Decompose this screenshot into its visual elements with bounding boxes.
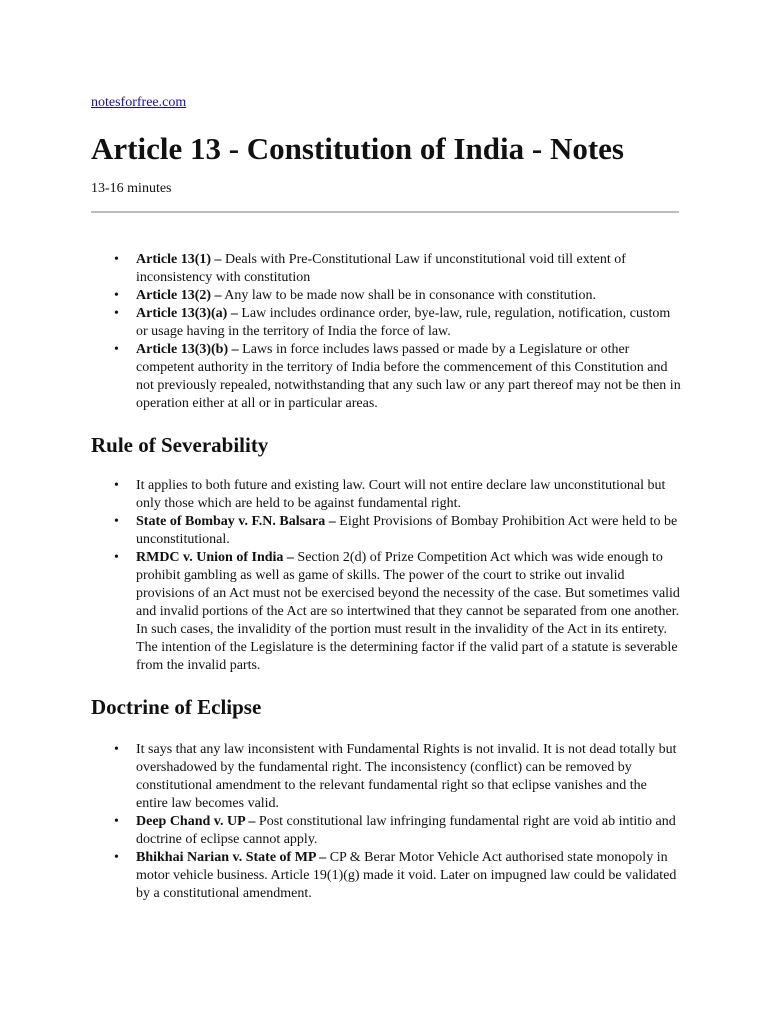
item-label: Article 13(3)(a) –: [136, 306, 238, 321]
item-text: Deals with Pre-Constitutional Law if unconstitutional void till extent of inconsistency with constitution: [136, 252, 626, 285]
eclipse-heading: Doctrine of Eclipse: [91, 695, 262, 719]
item-label: Bhikhai Narian v. State of MP –: [136, 850, 327, 865]
item-text: It applies to both future and existing law. Court will not entire declare law unconstitutional but only those which are held to be against fundamental right.: [136, 478, 666, 511]
list-item: [91, 813, 681, 849]
item-text: Eight Provisions of Bombay Prohibition Act were held to be unconstitutional.: [136, 514, 678, 547]
source-link[interactable]: notesforfree.com: [91, 95, 187, 110]
item-text: It says that any law inconsistent with Fundamental Rights is not invalid. It is not dead totally but overshadowed by the fundamental right. The inconsistency (conflict) can be removed by constitutional amendment to the relevant fundamental right so that eclipse vanishes and the entire law becomes valid.: [136, 742, 677, 811]
item-text: Laws in force includes laws passed or made by a Legislature or other competent authority in the territory of India before the commencement of this Constitution and not previously repealed, notwithstanding that any such law or any part thereof may not be then in operation either at all or in particular areas.: [136, 342, 681, 411]
bullet-icon: •: [114, 814, 119, 829]
item-label: Deep Chand v. UP –: [136, 814, 256, 829]
bullet-icon: •: [114, 550, 119, 565]
bullet-icon: •: [114, 252, 119, 267]
eclipse-list: [91, 741, 681, 903]
item-text: Law includes ordinance order, bye-law, rule, regulation, notification, custom or usage having in the territory of India the force of law.: [136, 306, 671, 339]
article-page: [91, 93, 681, 903]
bullet-icon: •: [114, 306, 119, 321]
divider: [91, 211, 679, 213]
list-item: [91, 287, 681, 305]
item-label: Article 13(1) –: [136, 252, 222, 267]
list-item: [91, 849, 681, 903]
list-item: [91, 513, 681, 549]
item-label: RMDC v. Union of India –: [136, 550, 294, 565]
severability-list: [91, 477, 681, 675]
list-item: [91, 477, 681, 513]
bullet-icon: •: [114, 742, 119, 757]
list-item: [91, 305, 681, 341]
severability-heading: Rule of Severability: [91, 433, 269, 457]
bullet-icon: •: [114, 850, 119, 865]
item-text: CP & Berar Motor Vehicle Act authorised state monopoly in motor vehicle business. Article 19(1)(g) made it void. Later on impugned law could be validated by a constitutional amendment.: [136, 850, 677, 901]
bullet-icon: •: [114, 514, 119, 529]
item-text: Any law to be made now shall be in consonance with constitution.: [221, 288, 596, 303]
read-time: 13-16 minutes: [91, 181, 172, 196]
item-text: Post constitutional law infringing fundamental right are void ab intitio and doctrine of eclipse cannot apply.: [136, 814, 676, 847]
bullet-icon: •: [114, 288, 119, 303]
item-label: Article 13(3)(b) –: [136, 342, 239, 357]
item-label: State of Bombay v. F.N. Balsara –: [136, 514, 336, 529]
list-item: [91, 741, 681, 813]
item-label: Article 13(2) –: [136, 288, 222, 303]
bullet-icon: •: [114, 478, 119, 493]
page-title: Article 13 - Constitution of India - Notes: [91, 131, 624, 166]
articles-list: [91, 251, 681, 413]
list-item: [91, 251, 681, 287]
item-text: Section 2(d) of Prize Competition Act which was wide enough to prohibit gambling as well as game of skills. The power of the court to strike out invalid provisions of an Act must not be exercised beyond the necessity of the case. But sometimes valid and invalid portions of the Act are so intertwined that they cannot be separated from one another. In such cases, the invalidity of the portion must result in the invalidity of the Act in its entirety. The intention of the Legislature is the determining factor if the valid part of a statute is severable from the invalid parts.: [136, 550, 680, 673]
list-item: [91, 341, 681, 413]
bullet-icon: •: [114, 342, 119, 357]
list-item: [91, 549, 681, 675]
